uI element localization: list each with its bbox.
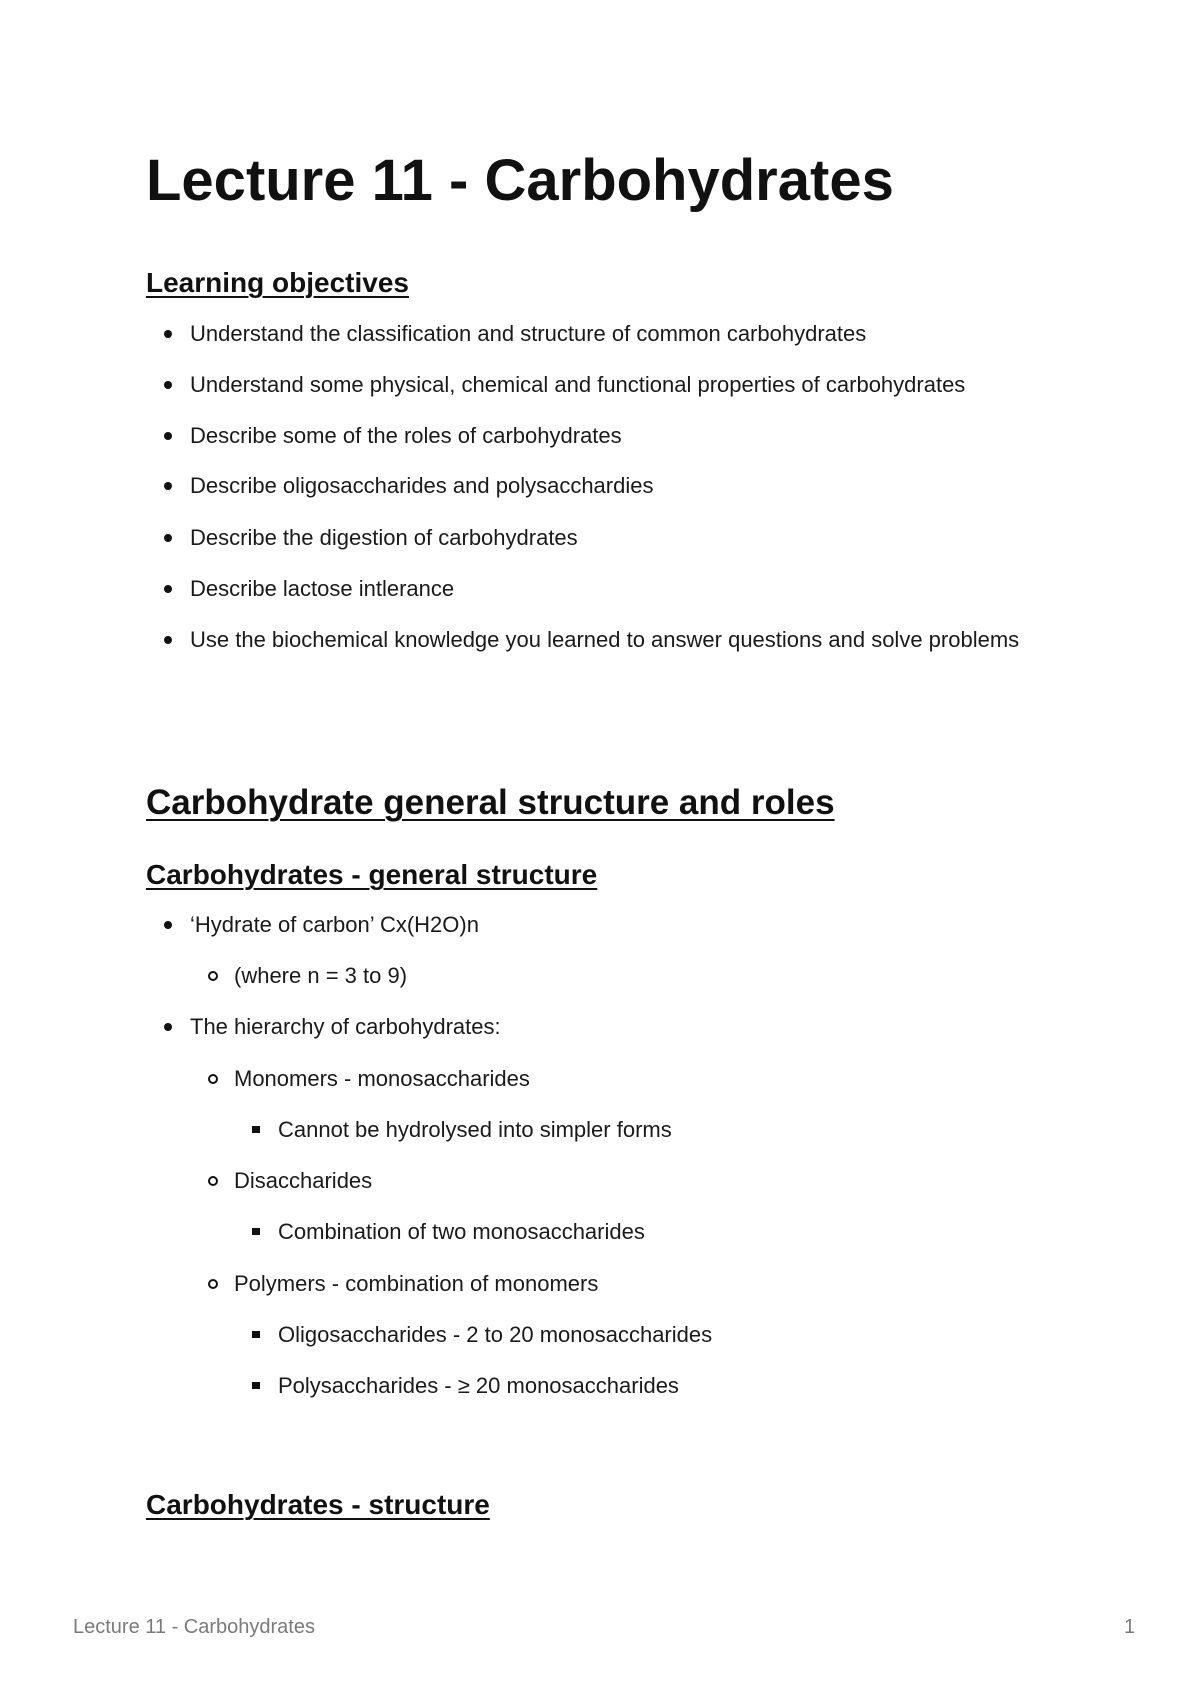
- bullet-icon: [164, 921, 172, 929]
- list-item: Describe the digestion of carbohydrates: [190, 519, 578, 556]
- hollow-bullet-icon: [208, 971, 218, 981]
- list-item: Polysaccharides - ≥ 20 monosaccharides: [278, 1367, 679, 1404]
- list-item: Describe some of the roles of carbohydrates: [190, 417, 622, 454]
- list-item: Describe oligosaccharides and polysacchardies: [190, 467, 653, 504]
- square-bullet-icon: [252, 1382, 260, 1389]
- list-item: Understand some physical, chemical and functional properties of carbohydrates: [190, 366, 965, 403]
- bullet-icon: [164, 330, 172, 338]
- square-bullet-icon: [252, 1228, 260, 1235]
- footer-title: Lecture 11 - Carbohydrates: [73, 1616, 315, 1638]
- learning-objectives-heading: Learning objectives: [146, 267, 409, 298]
- section-heading: Carbohydrate general structure and roles: [146, 783, 835, 822]
- list-item: The hierarchy of carbohydrates:: [190, 1008, 501, 1045]
- square-bullet-icon: [252, 1126, 260, 1133]
- list-item: (where n = 3 to 9): [234, 957, 407, 994]
- list-item: Oligosaccharides - 2 to 20 monosaccharides: [278, 1316, 712, 1353]
- list-item: Combination of two monosaccharides: [278, 1213, 645, 1250]
- page-title: Lecture 11 - Carbohydrates: [146, 148, 894, 213]
- bullet-icon: [164, 432, 172, 440]
- bullet-icon: [164, 482, 172, 490]
- hollow-bullet-icon: [208, 1279, 218, 1289]
- hollow-bullet-icon: [208, 1074, 218, 1084]
- list-item: Describe lactose intlerance: [190, 570, 454, 607]
- bullet-icon: [164, 636, 172, 644]
- list-item: Polymers - combination of monomers: [234, 1265, 598, 1302]
- list-item: ‘Hydrate of carbon’ Cx(H2O)n: [190, 906, 479, 943]
- square-bullet-icon: [252, 1331, 260, 1338]
- bullet-icon: [164, 1023, 172, 1031]
- list-item: Cannot be hydrolysed into simpler forms: [278, 1111, 672, 1148]
- page-number: 1: [1124, 1616, 1136, 1638]
- subsection-heading: Carbohydrates - general structure: [146, 859, 598, 890]
- subsection-heading: Carbohydrates - structure: [146, 1489, 490, 1520]
- list-item: Disaccharides: [234, 1162, 372, 1199]
- bullet-icon: [164, 585, 172, 593]
- bullet-icon: [164, 534, 172, 542]
- bullet-icon: [164, 381, 172, 389]
- hollow-bullet-icon: [208, 1176, 218, 1186]
- list-item: Monomers - monosaccharides: [234, 1060, 530, 1097]
- list-item: Use the biochemical knowledge you learned to answer questions and solve problems: [190, 621, 1050, 658]
- list-item: Understand the classification and structure of common carbohydrates: [190, 315, 866, 352]
